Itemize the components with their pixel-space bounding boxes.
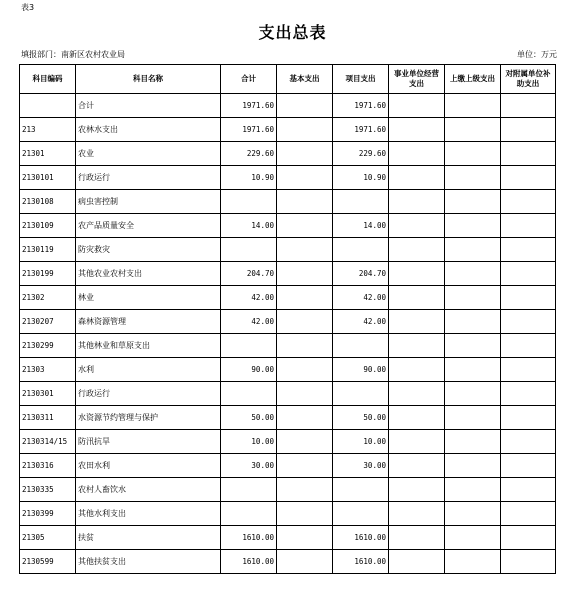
cell-business [389, 502, 445, 526]
cell-business [389, 94, 445, 118]
cell-name: 行政运行 [76, 166, 221, 190]
cell-basic [277, 334, 333, 358]
cell-business [389, 526, 445, 550]
cell-code: 213 [20, 118, 76, 142]
table-row [20, 430, 556, 454]
table-row [20, 238, 556, 262]
cell-subsidy [501, 310, 556, 334]
cell-upper [445, 454, 501, 478]
cell-code: 2130335 [20, 478, 76, 502]
table-row [20, 454, 556, 478]
table-row [20, 214, 556, 238]
cell-code [20, 94, 76, 118]
cell-basic [277, 214, 333, 238]
cell-business [389, 214, 445, 238]
cell-basic [277, 406, 333, 430]
col-header-project: 项目支出 [333, 65, 389, 94]
cell-basic [277, 118, 333, 142]
table-row [20, 286, 556, 310]
cell-code: 2130301 [20, 382, 76, 406]
cell-subsidy [501, 262, 556, 286]
cell-basic [277, 430, 333, 454]
cell-name: 其他水利支出 [76, 502, 221, 526]
col-header-subsidy: 对附属单位补助支出 [501, 65, 556, 94]
cell-total: 1971.60 [221, 94, 277, 118]
cell-project: 30.00 [333, 454, 389, 478]
cell-code: 2130109 [20, 214, 76, 238]
cell-project: 90.00 [333, 358, 389, 382]
cell-code: 21303 [20, 358, 76, 382]
cell-name: 合计 [76, 94, 221, 118]
cell-total: 90.00 [221, 358, 277, 382]
cell-name: 病虫害控制 [76, 190, 221, 214]
cell-basic [277, 262, 333, 286]
cell-basic [277, 526, 333, 550]
cell-project [333, 382, 389, 406]
cell-name: 农林水支出 [76, 118, 221, 142]
cell-code: 2130314/15 [20, 430, 76, 454]
cell-subsidy [501, 94, 556, 118]
cell-project [333, 478, 389, 502]
col-header-basic: 基本支出 [277, 65, 333, 94]
cell-project [333, 334, 389, 358]
cell-project: 10.90 [333, 166, 389, 190]
cell-upper [445, 550, 501, 574]
cell-name: 林业 [76, 286, 221, 310]
cell-subsidy [501, 382, 556, 406]
cell-subsidy [501, 430, 556, 454]
col-header-business: 事业单位经营支出 [389, 65, 445, 94]
cell-basic [277, 310, 333, 334]
cell-basic [277, 286, 333, 310]
cell-business [389, 382, 445, 406]
cell-name: 农村人畜饮水 [76, 478, 221, 502]
cell-upper [445, 94, 501, 118]
cell-basic [277, 166, 333, 190]
cell-upper [445, 118, 501, 142]
cell-code: 2130101 [20, 166, 76, 190]
cell-name: 水利 [76, 358, 221, 382]
table-row [20, 358, 556, 382]
cell-subsidy [501, 526, 556, 550]
cell-project [333, 190, 389, 214]
cell-basic [277, 454, 333, 478]
cell-subsidy [501, 118, 556, 142]
unit-label: 单位：万元 [517, 50, 557, 59]
cell-project: 14.00 [333, 214, 389, 238]
cell-name: 森林资源管理 [76, 310, 221, 334]
cell-project: 1610.00 [333, 550, 389, 574]
cell-subsidy [501, 478, 556, 502]
cell-basic [277, 550, 333, 574]
cell-subsidy [501, 358, 556, 382]
cell-business [389, 238, 445, 262]
cell-total: 14.00 [221, 214, 277, 238]
cell-name: 其他扶贫支出 [76, 550, 221, 574]
cell-subsidy [501, 550, 556, 574]
cell-project: 1610.00 [333, 526, 389, 550]
cell-subsidy [501, 166, 556, 190]
col-header-upper: 上缴上级支出 [445, 65, 501, 94]
cell-name: 农业 [76, 142, 221, 166]
cell-code: 2130299 [20, 334, 76, 358]
cell-code: 2130207 [20, 310, 76, 334]
table-row [20, 382, 556, 406]
cell-total: 50.00 [221, 406, 277, 430]
cell-code: 2130399 [20, 502, 76, 526]
col-header-total: 合计 [221, 65, 277, 94]
cell-business [389, 310, 445, 334]
cell-business [389, 550, 445, 574]
cell-upper [445, 214, 501, 238]
cell-subsidy [501, 454, 556, 478]
cell-project: 42.00 [333, 286, 389, 310]
cell-upper [445, 382, 501, 406]
col-header-code: 科目编码 [20, 65, 76, 94]
cell-upper [445, 286, 501, 310]
cell-upper [445, 190, 501, 214]
cell-code: 21302 [20, 286, 76, 310]
cell-code: 2130316 [20, 454, 76, 478]
table-row [20, 118, 556, 142]
cell-basic [277, 190, 333, 214]
cell-upper [445, 430, 501, 454]
cell-basic [277, 502, 333, 526]
cell-total: 42.00 [221, 286, 277, 310]
cell-upper [445, 238, 501, 262]
cell-upper [445, 334, 501, 358]
cell-basic [277, 358, 333, 382]
cell-basic [277, 142, 333, 166]
cell-name: 行政运行 [76, 382, 221, 406]
cell-project: 229.60 [333, 142, 389, 166]
cell-total [221, 478, 277, 502]
cell-code: 2130199 [20, 262, 76, 286]
cell-subsidy [501, 502, 556, 526]
cell-business [389, 430, 445, 454]
cell-code: 21305 [20, 526, 76, 550]
cell-project: 42.00 [333, 310, 389, 334]
cell-total: 204.70 [221, 262, 277, 286]
cell-business [389, 286, 445, 310]
cell-name: 防灾救灾 [76, 238, 221, 262]
table-row [20, 262, 556, 286]
cell-code: 2130599 [20, 550, 76, 574]
table-row [20, 406, 556, 430]
cell-upper [445, 142, 501, 166]
cell-project: 204.70 [333, 262, 389, 286]
cell-name: 水资源节约管理与保护 [76, 406, 221, 430]
cell-upper [445, 310, 501, 334]
cell-basic [277, 94, 333, 118]
cell-total: 1610.00 [221, 550, 277, 574]
cell-code: 2130119 [20, 238, 76, 262]
cell-project [333, 238, 389, 262]
cell-subsidy [501, 238, 556, 262]
cell-total [221, 334, 277, 358]
cell-business [389, 358, 445, 382]
cell-total [221, 238, 277, 262]
department-label: 填报部门：南新区农村农业局 [21, 50, 125, 59]
cell-code: 21301 [20, 142, 76, 166]
table-row [20, 142, 556, 166]
cell-upper [445, 502, 501, 526]
cell-upper [445, 526, 501, 550]
table-row [20, 334, 556, 358]
cell-business [389, 142, 445, 166]
cell-total: 30.00 [221, 454, 277, 478]
cell-total [221, 382, 277, 406]
cell-basic [277, 382, 333, 406]
cell-total: 10.90 [221, 166, 277, 190]
cell-project: 50.00 [333, 406, 389, 430]
cell-total: 42.00 [221, 310, 277, 334]
cell-business [389, 406, 445, 430]
table-row [20, 550, 556, 574]
table-row [20, 502, 556, 526]
expenditure-table [19, 64, 556, 574]
table-row [20, 94, 556, 118]
page-title: 支出总表 [258, 23, 327, 42]
cell-project: 1971.60 [333, 94, 389, 118]
cell-basic [277, 478, 333, 502]
cell-total: 229.60 [221, 142, 277, 166]
cell-name: 农田水利 [76, 454, 221, 478]
cell-total: 1971.60 [221, 118, 277, 142]
cell-name: 扶贫 [76, 526, 221, 550]
table-row [20, 526, 556, 550]
cell-upper [445, 478, 501, 502]
cell-subsidy [501, 190, 556, 214]
cell-upper [445, 406, 501, 430]
cell-project: 10.00 [333, 430, 389, 454]
cell-upper [445, 166, 501, 190]
cell-name: 其他农业农村支出 [76, 262, 221, 286]
cell-total: 1610.00 [221, 526, 277, 550]
cell-subsidy [501, 286, 556, 310]
table-row [20, 478, 556, 502]
cell-name: 农产品质量安全 [76, 214, 221, 238]
table-row [20, 310, 556, 334]
cell-subsidy [501, 214, 556, 238]
header-row [20, 65, 556, 94]
cell-subsidy [501, 142, 556, 166]
cell-total: 10.00 [221, 430, 277, 454]
cell-total [221, 502, 277, 526]
table-row [20, 166, 556, 190]
cell-code: 2130311 [20, 406, 76, 430]
cell-business [389, 478, 445, 502]
cell-project [333, 502, 389, 526]
cell-business [389, 262, 445, 286]
cell-business [389, 454, 445, 478]
table-number: 表3 [21, 3, 35, 12]
cell-total [221, 190, 277, 214]
cell-subsidy [501, 334, 556, 358]
cell-upper [445, 262, 501, 286]
cell-basic [277, 238, 333, 262]
cell-project: 1971.60 [333, 118, 389, 142]
cell-name: 其他林业和草原支出 [76, 334, 221, 358]
table-row [20, 190, 556, 214]
cell-business [389, 166, 445, 190]
cell-business [389, 118, 445, 142]
cell-upper [445, 358, 501, 382]
col-header-name: 科目名称 [76, 65, 221, 94]
cell-subsidy [501, 406, 556, 430]
cell-code: 2130108 [20, 190, 76, 214]
cell-name: 防汛抗旱 [76, 430, 221, 454]
cell-business [389, 190, 445, 214]
cell-business [389, 334, 445, 358]
